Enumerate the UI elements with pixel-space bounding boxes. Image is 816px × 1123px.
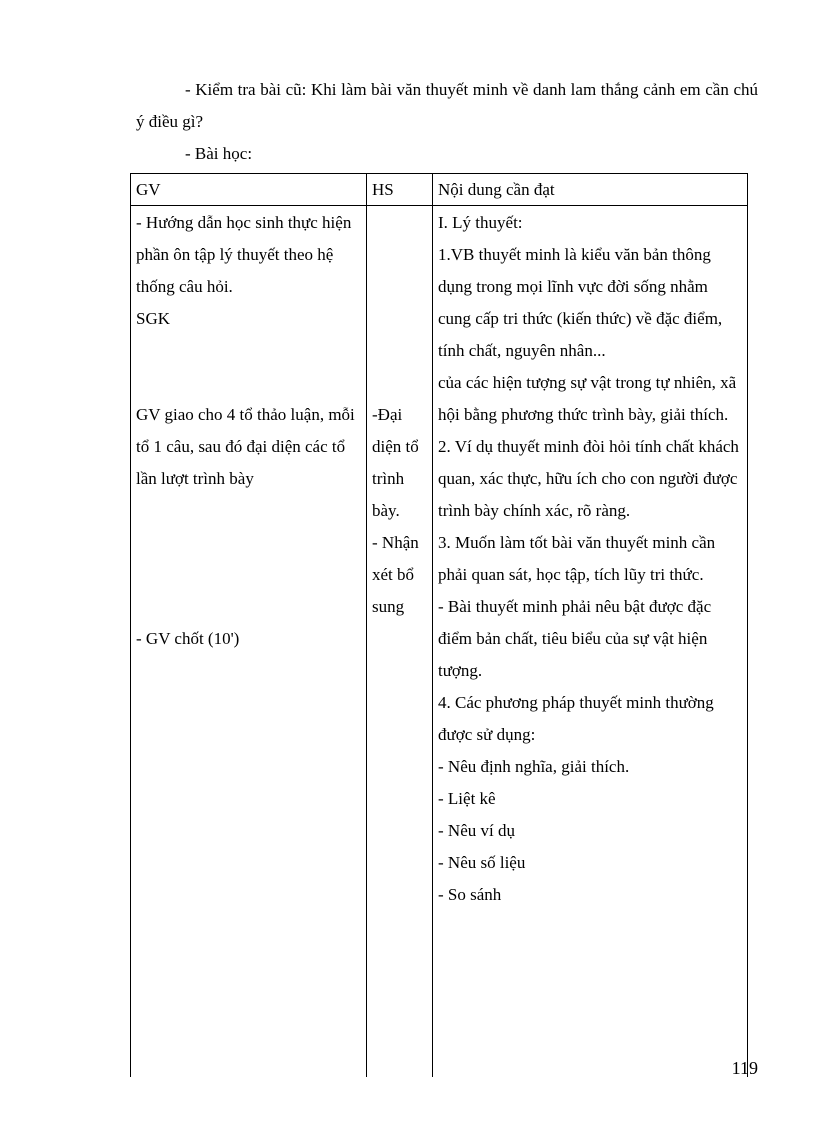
lesson-table xyxy=(130,173,748,1077)
content-cell xyxy=(433,206,748,1078)
content-item: - So sánh xyxy=(438,885,502,904)
content-item: 1.VB thuyết minh là kiểu văn bản thông dụng trong mọi lĩnh vực đời sống nhằm cung cấp tri thức (kiến thức) về đặc điểm, tính chất, nguyên nhân... xyxy=(438,245,723,360)
hs-present: -Đại diện tổ trình bày. xyxy=(372,405,419,520)
content-item: - Bài thuyết minh phải nêu bật được đặc điểm bản chất, tiêu biểu của sự vật hiện tượng. xyxy=(438,597,712,680)
header-hs: HS xyxy=(367,174,433,206)
page-number: 119 xyxy=(731,1058,758,1078)
intro-section xyxy=(136,74,758,170)
content-item: - Liệt kê xyxy=(438,789,496,808)
content-item: 2. Ví dụ thuyết minh đòi hỏi tính chất khách quan, xác thực, hữu ích cho con người được trình bày chính xác, rõ ràng. xyxy=(438,437,739,520)
lesson-heading: - Bài học: xyxy=(185,144,253,163)
hs-cell xyxy=(367,206,433,1078)
header-content: Nội dung cần đạt xyxy=(433,174,748,206)
content-item: I. Lý thuyết: xyxy=(438,213,523,232)
content-item: 4. Các phương pháp thuyết minh thường được sử dụng: xyxy=(438,693,714,744)
gv-group-task: GV giao cho 4 tổ thảo luận, mỗi tổ 1 câu, sau đó đại diện các tổ lần lượt trình bày xyxy=(136,405,355,488)
gv-sgk: SGK xyxy=(136,309,171,328)
table-header-row xyxy=(131,174,748,206)
content-item: 3. Muốn làm tốt bài văn thuyết minh cần phải quan sát, học tập, tích lũy tri thức. xyxy=(438,533,716,584)
content-item: của các hiện tượng sự vật trong tự nhiên, xã hội bằng phương thức trình bày, giải thích. xyxy=(438,373,737,424)
gv-cell xyxy=(131,206,367,1078)
header-gv: GV xyxy=(131,174,367,206)
hs-comment: - Nhận xét bổ sung xyxy=(372,533,419,616)
content-item: - Nêu số liệu xyxy=(438,853,526,872)
table-row xyxy=(131,206,748,1078)
gv-conclusion: - GV chốt (10') xyxy=(136,629,240,648)
review-question: - Kiểm tra bài cũ: Khi làm bài văn thuyết minh về danh lam thắng cảnh em cần chú ý điều gì? xyxy=(136,80,758,131)
gv-instruction: - Hướng dẫn học sinh thực hiện phần ôn tập lý thuyết theo hệ thống câu hỏi. xyxy=(136,213,352,296)
content-item: - Nêu định nghĩa, giải thích. xyxy=(438,757,630,776)
content-item: - Nêu ví dụ xyxy=(438,821,515,840)
